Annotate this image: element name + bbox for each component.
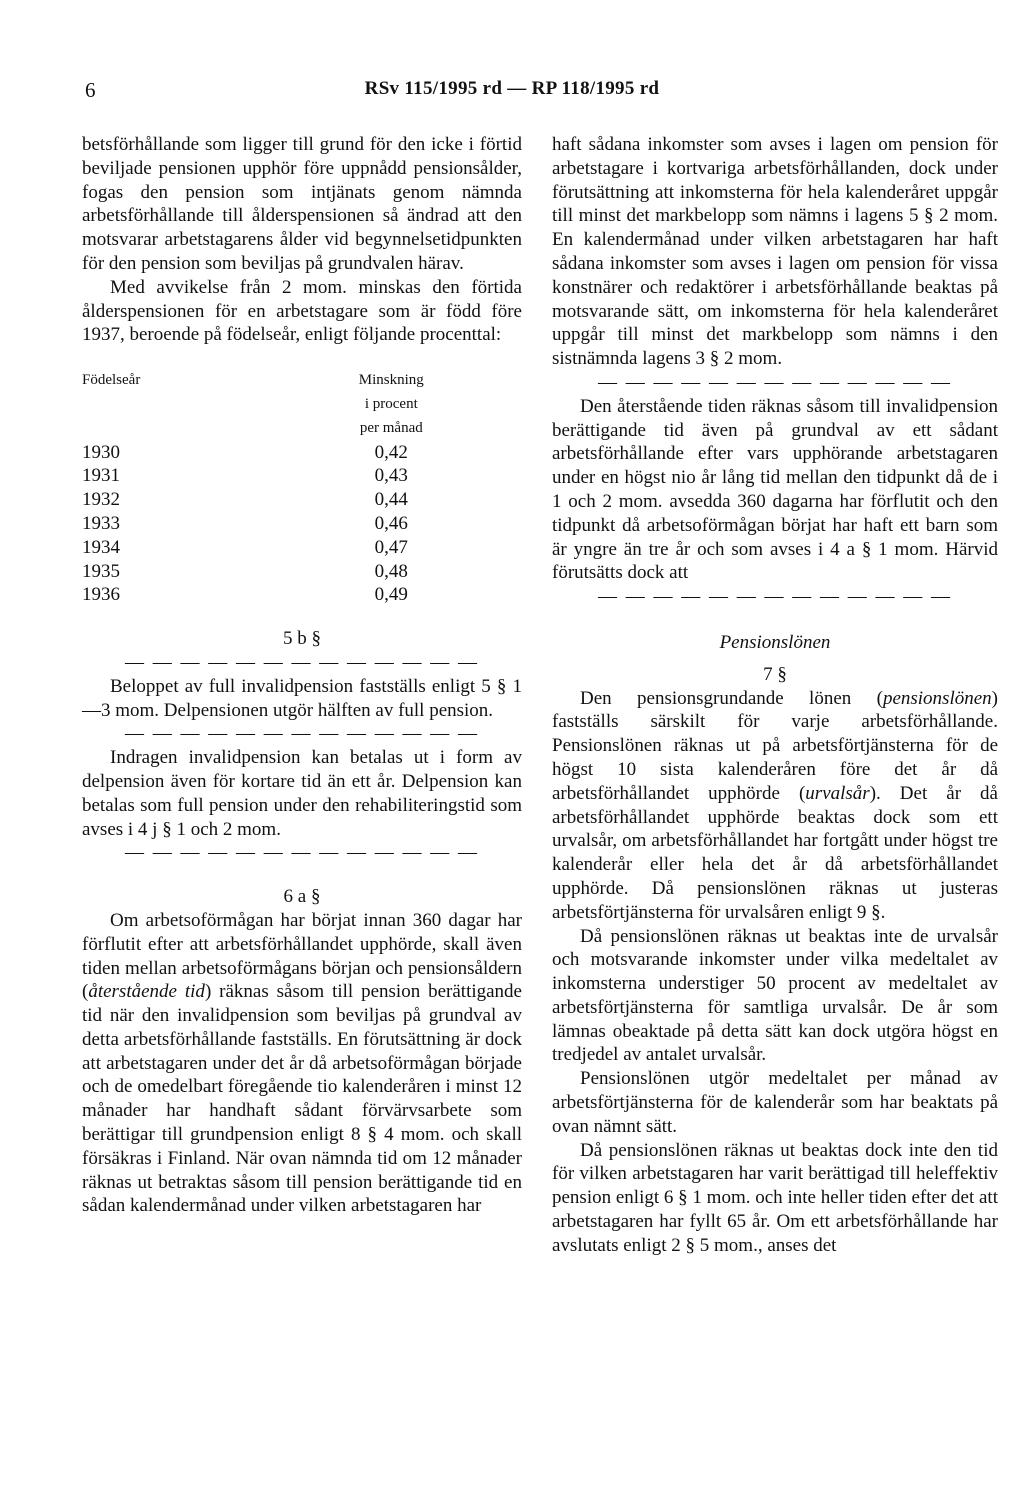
paragraph: haft sådana inkomster som avses i lagen om pension för arbetstagare i kortvariga arbetsförhållanden, dock under förutsättning att inkomsterna för hela kalenderåret uppgår till minst det markbelopp som nämns i lagens 5 § 2 mom. En kalendermånad under vilken arbetstagaren har haft sådana inkomster som avses i lagen om pension för vissa konstnärer och redaktörer i arbetsförhållande beaktas på motsvarande sätt, om inkomsterna för hela kalenderåret uppgår till minst det markbelopp som nämns i den sistnämnda lagens 3 § 2 mom. — [552, 134, 998, 370]
emphasized-term: urvalsår — [805, 782, 870, 804]
table-header-reduction-1: Minskning — [358, 372, 424, 389]
paragraph: Beloppet av full invalidpension fastställs enligt 5 § 1—3 mom. Delpensionen utgör hälften av full pension. — [82, 675, 522, 721]
table-row — [82, 512, 502, 536]
reduction-table — [82, 369, 502, 607]
table-cell-value: 0,48 — [374, 560, 408, 582]
table-header-birthyear: Födelseår — [82, 372, 141, 389]
paragraph: Indragen invalidpension kan betalas ut i form av delpension även för kortare tid än ett år. Delpension kan betalas som full pension under den rehabiliteringstid som avses i 4 j § 1 och 2 mom. — [82, 747, 522, 840]
paragraph: Om arbetsoförmågan har börjat innan 360 dagar har förflutit efter att arbetsförhållandet upphörde, skall även tiden mellan arbetsoförmågans början och pensionsåldern (återstående tid) räknas såsom till pension berättigande tid när den invalidpension som beviljas på grundval av detta arbetsförhållande fastställs. En förutsättning är dock att arbetstagaren under det år då arbetsoförmågan började och de omedelbart föregående tio kalenderåren i minst 12 månader har handhaft sådant förvärvsarbete som berättigar till grundpension enligt 8 § 4 mom. och skall försäkras i Finland. När ovan nämnda tid om 12 månader räknas ut betraktas såsom till pension berättigande tid en sådan kalendermånad under vilken arbetstagaren har — [82, 909, 522, 1217]
section-title-7: 7 § — [763, 663, 787, 685]
table-cell-year: 1932 — [82, 489, 120, 511]
omission-separator: — — — — — — — — — — — — — — [598, 371, 952, 393]
table-cell-value: 0,42 — [374, 441, 408, 463]
table-row — [82, 464, 502, 488]
table-cell-value: 0,43 — [374, 465, 408, 487]
omission-separator: — — — — — — — — — — — — — — [125, 723, 479, 745]
paragraph: Med avvikelse från 2 mom. minskas den förtida ålderspensionen för en arbetstagare som är född före 1937, beroende på födelseår, enligt följande procenttal: — [82, 276, 522, 346]
left-column — [82, 133, 522, 1218]
table-row — [82, 583, 502, 607]
table-row — [82, 560, 502, 584]
paragraph: Pensionslönen utgör medeltalet per månad av arbetsförtjänsterna för de kalenderår som har beaktats på ovan nämnt sätt. — [552, 1068, 998, 1137]
table-cell-year: 1934 — [82, 536, 120, 558]
paragraph: Den pensionsgrundande lönen (pensionslönen) fastställs särskilt för varje arbetsförhållande. Pensionslönen räknas ut på arbetsförtjänsterna för de högst 10 sista kalenderåren före det år då arbetsförhållandet upphörde (urvalsår). Det år då arbetsförhållandet upphörde beaktas dock som ett urvalsår, om arbetsförhållandet har fortgått under högst tre kalenderår eller hela det år då arbetsförhållandet upphörde. Då pensionslönen räknas ut justeras arbetsförtjänsterna för urvalsåren enligt 9 §. — [552, 687, 998, 923]
chapter-heading: Pensionslönen — [719, 631, 831, 653]
right-column — [552, 133, 998, 1258]
table-cell-year: 1935 — [82, 560, 120, 582]
omission-separator: — — — — — — — — — — — — — — [125, 842, 479, 864]
table-cell-value: 0,44 — [374, 489, 408, 511]
paragraph: betsförhållande som ligger till grund för den icke i förtid beviljade pensionen upphör före uppnådd pensionsålder, fogas den pension som intjänats genom nämnda arbetsförhållande till ålderspensionen så ändrad att den motsvarar arbetstagarens ålder vid begynnelsetidpunkten för den pension som beviljas på grundvalen härav. — [82, 134, 522, 274]
emphasized-term: pensionslönen — [882, 687, 992, 709]
section-title-5b: 5 b § — [283, 628, 321, 650]
table-cell-year: 1933 — [82, 512, 120, 534]
table-cell-value: 0,47 — [374, 536, 408, 558]
table-header-reduction-3: per månad — [359, 419, 423, 436]
table-cell-value: 0,46 — [374, 512, 408, 534]
page-number: 6 — [85, 78, 96, 102]
table-cell-value: 0,49 — [374, 584, 408, 606]
omission-separator: — — — — — — — — — — — — — — [598, 586, 952, 608]
paragraph: Den återstående tiden räknas såsom till invalidpension berättigande tid även på grundval av ett sådant arbetsförhållande efter vars upphörande arbetstagaren under en högst nio år lång tid mellan den tidpunkt då de i 1 och 2 mom. avsedda 360 dagarna har förflutit och den tidpunkt då arbetsoförmågan börjat har haft ett barn som är yngre än tre år och som avses i 4 a § 1 mom. Härvid förutsätts dock att — [552, 395, 998, 584]
section-title-6a: 6 a § — [283, 886, 321, 908]
omission-separator: — — — — — — — — — — — — — — [125, 651, 479, 673]
table-cell-year: 1931 — [82, 465, 120, 487]
table-cell-year: 1930 — [82, 441, 120, 463]
paragraph: Då pensionslönen räknas ut beaktas dock inte den tid för vilken arbetstagaren har varit berättigad till heleffektiv pension enligt 6 § 1 mom. och inte heller tiden efter det att arbetstagaren har fyllt 65 år. Om ett arbetsförhållande har avslutats enligt 2 § 5 mom., anses det — [552, 1139, 998, 1256]
table-header-reduction-2: i procent — [364, 395, 418, 412]
table-row — [82, 488, 502, 512]
table-row — [82, 536, 502, 560]
running-title: RSv 115/1995 rd — RP 118/1995 rd — [364, 78, 660, 99]
paragraph: Då pensionslönen räknas ut beaktas inte de urvalsår och motsvarande inkomster under vilka medeltalet av inkomsterna understiger 50 procent av medeltalet av arbetsförtjänsterna för samtliga urvalsår. De år som lämnas obeaktade på detta sätt kan dock utgöra högst en tredjedel av antalet urvalsår. — [552, 925, 998, 1066]
table-cell-year: 1936 — [82, 584, 120, 606]
table-row — [82, 441, 502, 465]
emphasized-term: återstående tid — [88, 981, 205, 1003]
